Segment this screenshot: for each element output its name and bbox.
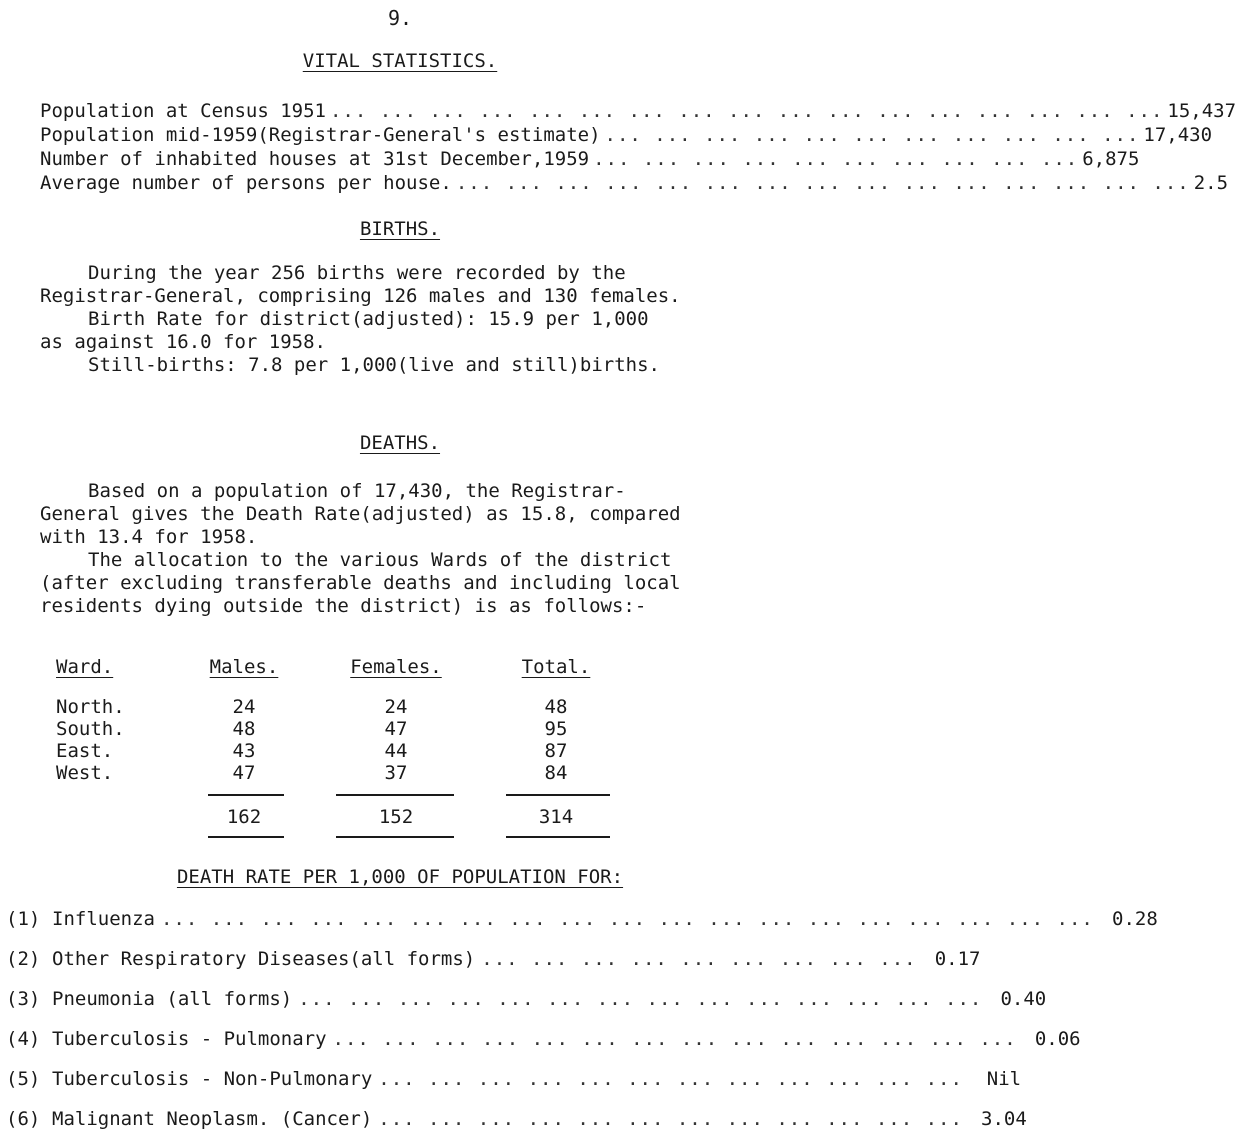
death-rate-heading: DEATH RATE PER 1,000 OF POPULATION FOR:: [176, 866, 624, 888]
stat-value: 15,437: [1167, 100, 1236, 122]
stat-row: Population mid-1959(Registrar-General's estimate) ... ... ... ... ... ... ... ... ... ... ... 17,430: [40, 124, 1213, 146]
page-number: 9.: [387, 6, 413, 30]
table-row: East. 43 44 87: [56, 740, 568, 762]
births-heading: BIRTHS.: [359, 218, 441, 240]
cause-row: (5) Tuberculosis - Non-Pulmonary ... ... ... ... ... ... ... ... ... ... ... ... Nil: [6, 1068, 1022, 1090]
births-paragraph: During the year 256 births were recorded by the Registrar-General, comprising 126 males and 130 females. Birth Rate for district(adjusted): 15.9 per 1,000 as against 16.0 for 1958. Still-births: 7.8 per 1,000(live and still)births.: [40, 262, 681, 376]
divider: [336, 794, 454, 796]
table-header: Ward. Males. Females. Total.: [56, 656, 591, 678]
deaths-heading: DEATHS.: [359, 432, 441, 454]
cause-row: (1) Influenza ... ... ... ... ... ... ... ... ... ... ... ... ... ... ... ... ... ... ... 0.28: [6, 908, 1158, 930]
page-title: VITAL STATISTICS.: [302, 50, 498, 72]
table-totals-row: 162 152 314: [226, 806, 574, 828]
cause-row: (3) Pneumonia (all forms) ... ... ... ... ... ... ... ... ... ... ... ... ... ... 0.40: [6, 988, 1047, 1010]
cause-row: (2) Other Respiratory Diseases(all forms) ... ... ... ... ... ... ... ... ... 0.17: [6, 948, 981, 970]
divider: [208, 794, 284, 796]
table-row: West. 47 37 84: [56, 762, 568, 784]
stat-label: Average number of persons per house.: [40, 172, 452, 194]
stat-value: 2.5: [1193, 172, 1229, 194]
cause-row: (4) Tuberculosis - Pulmonary ... ... ... ... ... ... ... ... ... ... ... ... ... ... 0.06: [6, 1028, 1081, 1050]
stat-row: Average number of persons per house. ... ... ... ... ... ... ... ... ... ... ... ... ... ... ... 2.5: [40, 172, 1229, 194]
divider: [506, 836, 610, 838]
deaths-paragraph: Based on a population of 17,430, the Registrar- General gives the Death Rate(adjusted) as 15.8, compared with 13.4 for 1958. The allocation to the various Wards of the district (after excluding transferable deaths and including local residents dying outside the district) is as follows:-: [40, 480, 681, 617]
divider: [336, 836, 454, 838]
cause-row: (6) Malignant Neoplasm. (Cancer) ... ... ... ... ... ... ... ... ... ... ... ... 3.04: [6, 1108, 1027, 1130]
table-row: South. 48 47 95: [56, 718, 568, 740]
stat-value: 17,430: [1143, 124, 1213, 146]
table-row: North. 24 24 48: [56, 696, 568, 718]
stat-label: Population at Census 1951: [40, 100, 326, 122]
stat-label: Population mid-1959(Registrar-General's estimate): [40, 124, 601, 146]
divider: [506, 794, 610, 796]
stat-value: 6,875: [1082, 148, 1140, 170]
stat-label: Number of inhabited houses at 31st December,1959: [40, 148, 590, 170]
stat-row: Number of inhabited houses at 31st December,1959 ... ... ... ... ... ... ... ... ... ... 6,875: [40, 148, 1140, 170]
stat-row: Population at Census 1951 ... ... ... ... ... ... ... ... ... ... ... ... ... ... ... ... ... 15,437: [40, 100, 1236, 122]
divider: [208, 836, 284, 838]
